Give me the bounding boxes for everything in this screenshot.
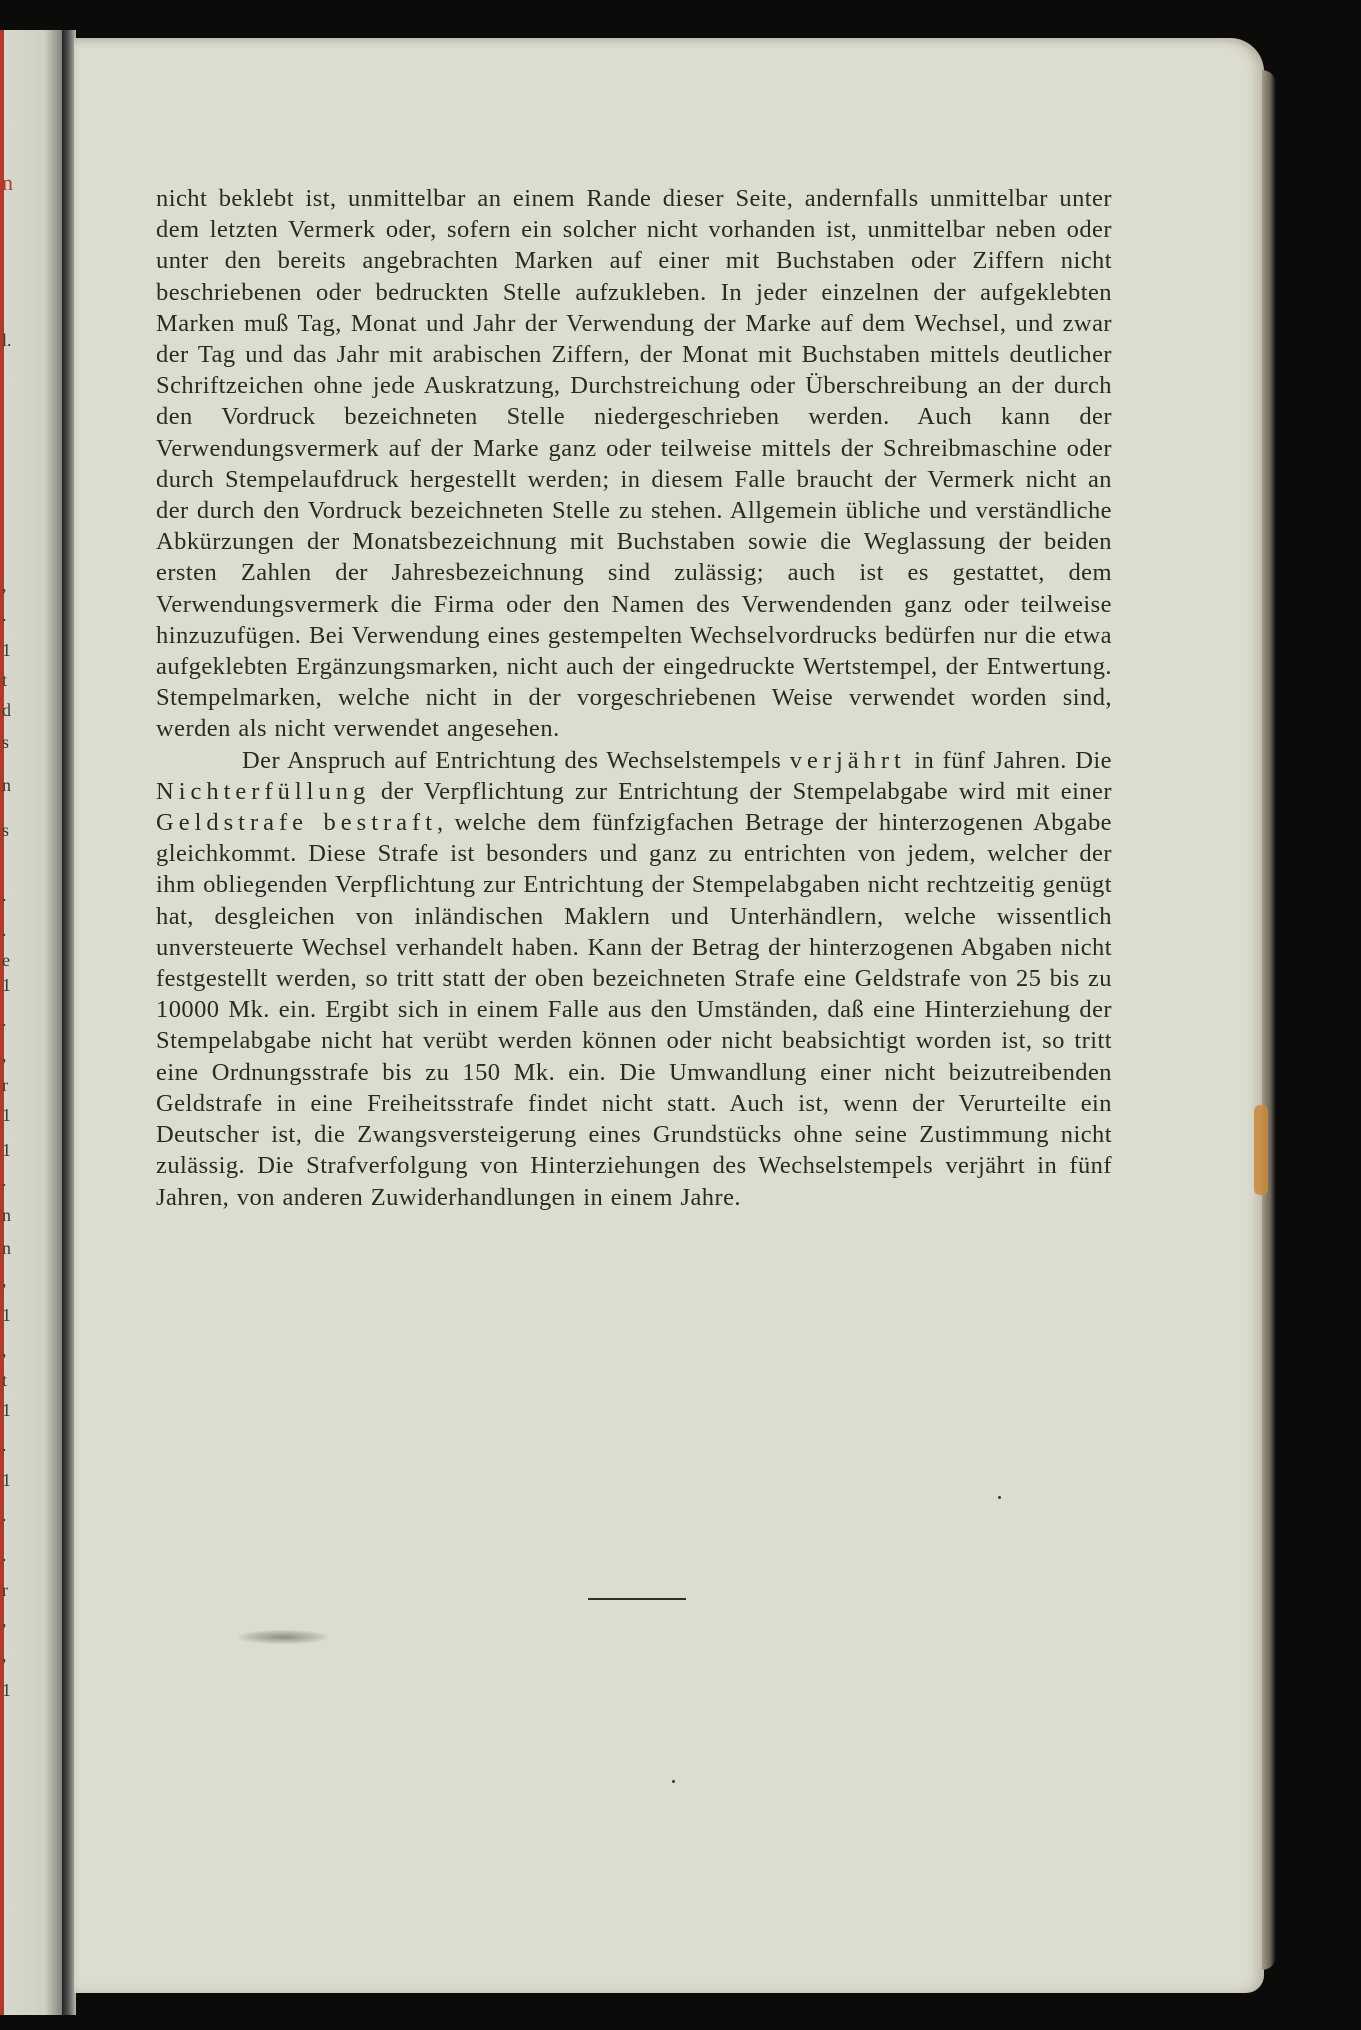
paragraph-penalties-part4: , welche dem fünfzigfachen Betrage der hinterzogenen Abgabe gleichkommt. Diese Strafe ist besonders und ganz zu entrichten von jedem, welcher der ihm obliegenden Verpflichtung zur Entrichtung der Stempelabgaben nicht rechtzeitig genügt hat, desgleichen von inländischen Maklern und Unterhändlern, welche wissentlich unversteuerte Wechsel verhandelt haben. Kann der Betrag der hinterzogenen Abgaben nicht festgestellt werden, so tritt statt der oben bezeichneten Strafe eine Geldstrafe von 25 bis zu 10000 Mk. ein. Ergibt sich in einem Falle aus den Umständen, daß eine Hinterziehung der Stempelabgabe nicht hat verübt werden können oder nicht beabsichtigt worden ist, so tritt eine Ordnungsstrafe bis zu 150 Mk. ein. Die Umwandlung einer nicht beizutreibenden Geldstrafe in eine Freiheitsstrafe findet nicht statt. Auch ist, wenn der Verurteilte ein Deutscher ist, die Zwangsversteigerung eines Grundstücks ohne seine Zustimmung nicht zulässig. Die Strafverfolgung von Hinterziehungen des Wechselstempels verjährt in fünf Jahren, von anderen Zuwiderhandlungen in einem Jahre. [156, 809, 1112, 1211]
scan-background-top [0, 0, 1361, 30]
left-page-margin-char: 1 [2, 1140, 11, 1160]
left-page-margin-char: , [2, 1340, 7, 1360]
left-page-margin-char: 1 [2, 1470, 11, 1490]
emphasis-geldstrafe: Geldstrafe bestraft [156, 809, 438, 837]
left-page-margin-char: . [2, 1010, 7, 1030]
left-page-margin-char: , [2, 575, 7, 595]
left-page-margin-char: 1 [2, 1105, 11, 1125]
page-edge-stain [1254, 1105, 1268, 1195]
speck-dot [672, 1780, 675, 1783]
left-page-margin-char: t [2, 1370, 8, 1390]
left-page-margin-char: s [2, 732, 10, 752]
left-page-margin-characters [2, 30, 42, 2015]
left-page-margin-char: , [2, 1045, 7, 1065]
left-page-margin-char: , [2, 1610, 7, 1630]
left-page-margin-char: n [2, 775, 11, 795]
left-page-margin-char: r [2, 1580, 8, 1600]
left-page-margin-char: . [2, 920, 7, 940]
left-page-margin-char: , [2, 1270, 7, 1290]
right-page-edge [1262, 70, 1276, 1970]
left-page-margin-char: 1 [2, 1305, 11, 1325]
paragraph-penalties-part3: der Verpflichtung zur Entrichtung der Stempelabgabe wird mit einer [370, 777, 1112, 805]
paragraph-stamp-marks: nicht beklebt ist, unmittelbar an einem Rande dieser Seite, andernfalls unmittelbar unter dem letzten Vermerk oder, sofern ein solcher nicht vorhanden ist, unmittelbar neben oder unter den bereits angebrachten Marken auf einer mit Buchstaben oder Ziffern nicht beschriebenen oder bedruckten Stelle aufzukleben. In jeder einzelnen der aufgeklebten Marken muß Tag, Monat und Jahr der Verwendung der Marke auf dem Wechsel, und zwar der Tag und das Jahr mit arabischen Ziffern, der Monat mit Buchstaben mittels deutlicher Schriftzeichen ohne jede Auskratzung, Durchstreichung oder Überschreibung an der durch den Vordruck bezeichneten Stelle niedergeschrieben werden. Auch kann der Verwendungsvermerk auf der Marke ganz oder teilweise mittels der Schreibmaschine oder durch Stempelaufdruck hergestellt werden; in diesem Falle braucht der Vermerk nicht an der durch den Vordruck bezeichneten Stelle zu stehen. Allgemein übliche und verständliche Abkürzungen der Monatsbezeichnung mit Buchstaben sowie die Weglassung der beiden ersten Zahlen der Jahresbezeichnung sind zulässig; auch ist es gestattet, dem Verwendungsvermerk die Firma oder den Namen des Verwendenden ganz oder teilweise hinzuzufügen. Bei Verwendung eines gestempelten Wechselvordrucks bedürfen nur die etwa aufgeklebten Ergänzungsmarken, nicht auch der eingedruckte Wertstempel, der Entwertung. Stempelmarken, welche nicht in der vorgeschriebenen Weise verwendet worden sind, werden als nicht verwendet angesehen. [156, 185, 1112, 743]
page-body-text [156, 183, 1112, 1213]
left-page-margin-char: n [2, 1205, 11, 1225]
scan-background-bottom [0, 2015, 1361, 2030]
left-page-margin-char: l. [2, 330, 12, 350]
section-end-rule [588, 1598, 686, 1600]
left-page-margin-char: s [2, 820, 10, 840]
left-page-margin-char: n [2, 1238, 11, 1258]
left-page-margin-char: . [2, 1505, 7, 1525]
left-page-margin-char: . [2, 1170, 7, 1190]
left-page-margin-char: . [2, 885, 7, 905]
paragraph-penalties-part2: in fünf Jahren. Die [905, 746, 1112, 774]
left-page-margin-char: 1 [2, 640, 11, 660]
emphasis-nichterfuellung: Nichterfüllung [156, 777, 371, 805]
left-page-margin-char: r [2, 1075, 8, 1095]
left-page-margin-char: , [2, 1645, 7, 1665]
left-page-margin-char: t [2, 670, 8, 690]
speck-dot [998, 1496, 1001, 1499]
left-page-margin-char: d [2, 700, 11, 720]
emphasis-verjaehrt: verjährt [789, 746, 906, 774]
ink-smudge [238, 1630, 328, 1644]
left-page-margin-char: 1 [2, 1400, 11, 1420]
left-page-margin-char: 1 [2, 1680, 11, 1700]
left-page-margin-char: . [2, 1435, 7, 1455]
paragraph-penalties [156, 745, 1112, 1213]
left-page-margin-char: . [2, 605, 7, 625]
left-page-margin-char: n [2, 170, 13, 195]
left-page-margin-char: 1 [2, 975, 11, 995]
left-page-margin-char: e [2, 950, 10, 970]
left-page-margin-char: . [2, 1545, 7, 1565]
paragraph-penalties-part1: Der Anspruch auf Entrichtung des Wechselstempels [242, 746, 790, 774]
